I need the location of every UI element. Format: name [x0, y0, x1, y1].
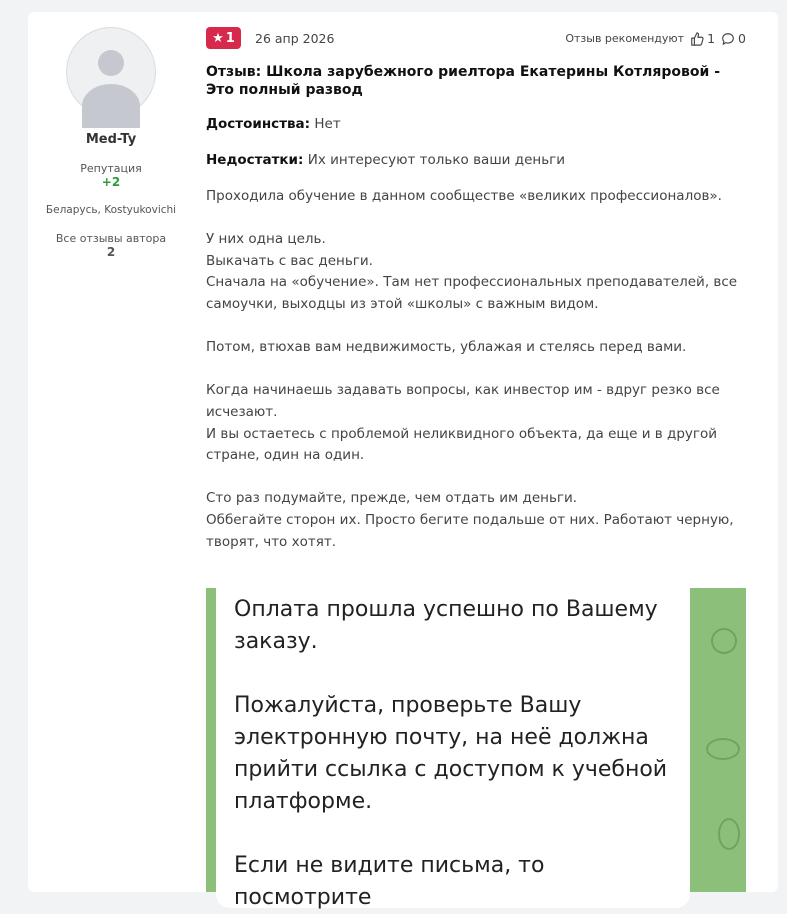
review-body-paragraph: Сначала на «обучение». Там нет профессиональных преподавателей, все самоучки, выходцы из этой «школы» с важным видом.: [206, 274, 738, 312]
comments-count: 0: [738, 31, 746, 46]
review-card: [28, 12, 778, 910]
screenshot-line-spacer: [234, 818, 672, 850]
screenshot-line-paragraph: прийти ссылка с доступом к учебной: [234, 757, 668, 782]
review-body-paragraph: Проходила обучение в данном сообществе «великих профессионалов».: [206, 188, 722, 204]
like-button[interactable]: [690, 31, 715, 46]
review-body-paragraph: И вы остаетесь с проблемой неликвидного объекта, да еще и в другой стране, один на один.: [206, 425, 718, 464]
rating-badge: [206, 27, 241, 49]
review-body-paragraph: Когда начинаешь задавать вопросы, как инвестор им - вдруг резко все исчезают.: [206, 382, 720, 420]
rating-value: 1: [225, 30, 235, 46]
thumbs-up-icon: [690, 32, 704, 46]
pros-label: Достоинства:: [206, 116, 311, 132]
review-body: [206, 186, 746, 553]
screenshot-line-paragraph: Если не видите письма, то посмотрите: [234, 853, 545, 910]
all-author-reviews-link[interactable]: Все отзывы автора: [55, 232, 167, 245]
review-body-paragraph: Оббегайте сторон их. Просто бегите подальше от них. Работают черную, творят, что хотят.: [206, 511, 734, 550]
screenshot-line-spacer: [234, 658, 672, 690]
review-body-spacer: [206, 316, 746, 338]
review-cons: [206, 152, 565, 168]
comments-button[interactable]: [721, 31, 746, 46]
screenshot-line-paragraph: заказу.: [234, 629, 318, 654]
author-reviews-count: 2: [106, 245, 116, 259]
pros-value: Нет: [314, 116, 341, 132]
author-name[interactable]: Med-Ty: [85, 132, 137, 147]
screenshot-line-paragraph: платформе.: [234, 789, 373, 814]
review-body-spacer: [206, 208, 746, 230]
reputation-label: Репутация: [80, 162, 142, 175]
likes-count: 1: [707, 31, 716, 46]
review-body-spacer: [206, 359, 746, 381]
review-body-paragraph: Выкачать с вас деньги.: [206, 252, 373, 269]
star-icon: ★: [212, 30, 224, 46]
review-body-paragraph: У них одна цель.: [206, 231, 326, 248]
author-location: Беларусь, Kostyukovichi: [45, 204, 177, 216]
review-body-paragraph: Сто раз подумайте, прежде, чем отдать им деньги.: [206, 490, 578, 507]
review-body-spacer: [206, 467, 746, 489]
attached-screenshot-image[interactable]: [206, 588, 746, 910]
recommend-bar: [565, 31, 746, 46]
avatar-placeholder-icon[interactable]: [66, 27, 156, 117]
screenshot-line-paragraph: Оплата прошла успешно по Вашему: [234, 597, 658, 622]
review-pros: [206, 116, 341, 132]
screenshot-line-paragraph: Пожалуйста, проверьте Вашу: [234, 693, 582, 718]
review-title: Отзыв: Школа зарубежного риелтора Екатерины Котляровой - Это полный развод: [206, 64, 721, 98]
review-body-paragraph: Потом, втюхав вам недвижимость, ублажая и стелясь перед вами.: [206, 339, 687, 356]
cons-label: Недостатки:: [206, 152, 304, 168]
recommend-label: Отзыв рекомендуют: [565, 32, 685, 45]
message-bubble: [216, 588, 690, 908]
reputation-value: +2: [101, 175, 121, 189]
cons-value: Их интересуют только ваши деньги: [307, 152, 566, 168]
screenshot-line-paragraph: электронную почту, на неё должна: [234, 725, 649, 750]
comment-icon: [721, 32, 735, 46]
review-date: 26 апр 2026: [255, 31, 335, 46]
